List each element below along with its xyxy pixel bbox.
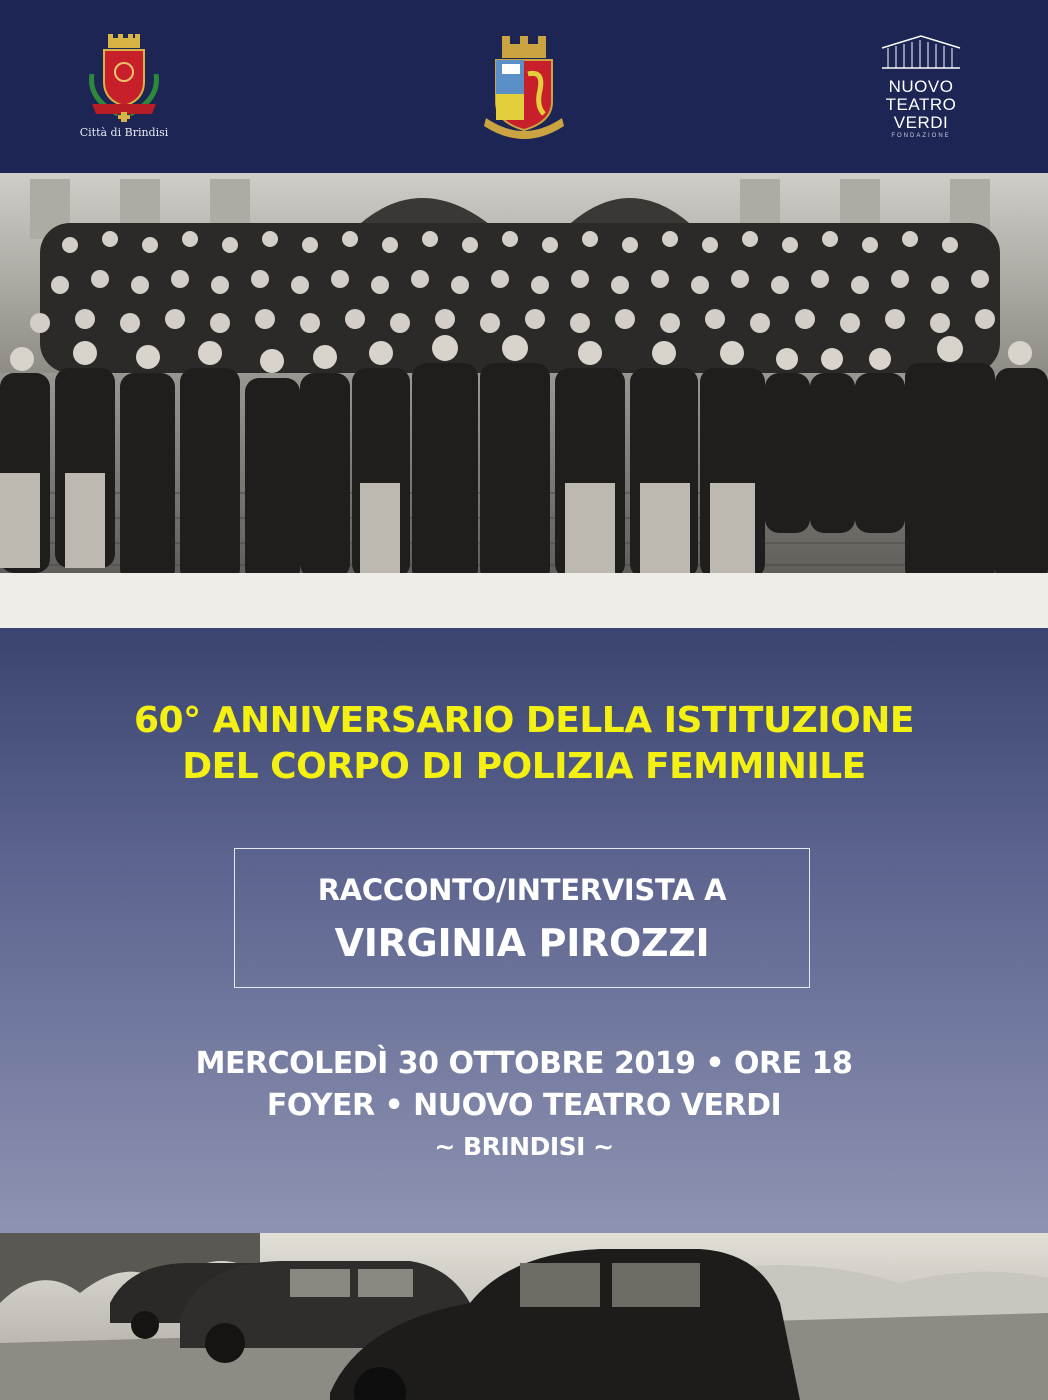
- teatro-line-2: TEATRO: [885, 95, 957, 114]
- teatro-line-3: VERDI: [893, 113, 949, 132]
- logo-header: [0, 0, 1048, 173]
- polizia-crest-icon: [478, 34, 570, 142]
- brindisi-caption: Città di Brindisi: [79, 126, 169, 139]
- teatro-line-1: NUOVO: [888, 77, 954, 96]
- brindisi-crest-icon: [78, 34, 170, 126]
- headline-line-2: DEL CORPO DI POLIZIA FEMMINILE: [182, 746, 866, 787]
- police-cars-image: [0, 1233, 1048, 1400]
- interview-label: RACCONTO/INTERVISTA A: [317, 873, 727, 907]
- teatro-subtitle: FONDAZIONE: [891, 133, 951, 139]
- vintage-police-cars-photo: [0, 1233, 1048, 1400]
- theatre-building-icon: [876, 34, 966, 70]
- headline-line-1: 60° ANNIVERSARIO DELLA ISTITUZIONE: [134, 700, 914, 741]
- interview-box: [234, 848, 810, 988]
- event-headline: [0, 698, 1048, 790]
- polizia-di-stato-logo: [478, 34, 570, 142]
- event-city: ~ BRINDISI ~: [434, 1132, 614, 1161]
- event-venue: FOYER • NUOVO TEATRO VERDI: [266, 1088, 782, 1123]
- historical-group-photo: [0, 173, 1048, 628]
- citta-di-brindisi-logo: [78, 34, 170, 146]
- interviewee-name: VIRGINIA PIROZZI: [334, 921, 710, 965]
- nuovo-teatro-verdi-logo: [876, 34, 966, 142]
- event-date-time: MERCOLEDÌ 30 OTTOBRE 2019 • ORE 18: [195, 1046, 853, 1081]
- group-photo-image: [0, 173, 1048, 628]
